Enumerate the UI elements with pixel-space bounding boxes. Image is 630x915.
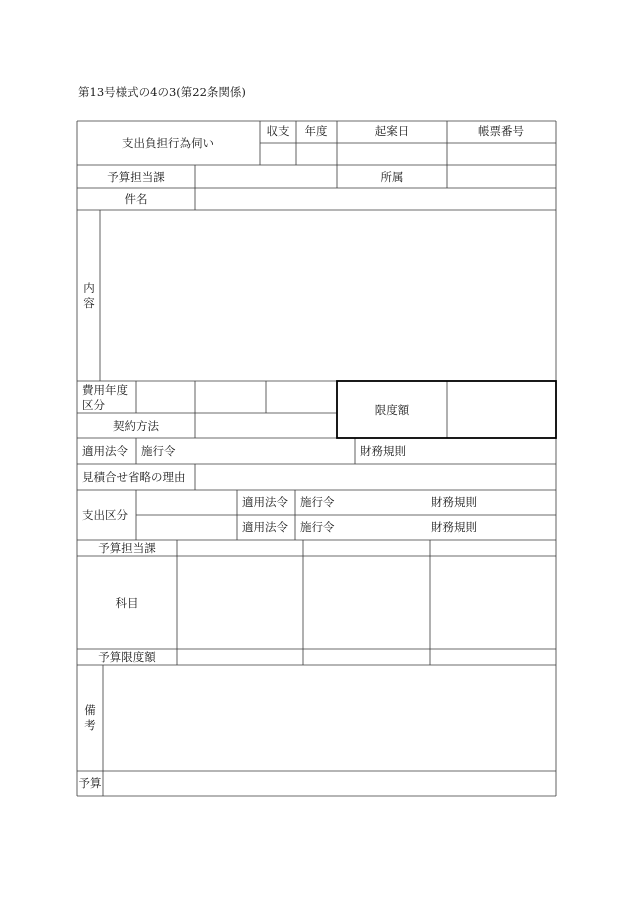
remarks-label: 備考 [84,703,96,732]
header-title: 支出負担行為伺い [122,136,214,150]
budget-label: 予算 [78,776,102,790]
content-label: 内容 [83,281,95,310]
income-expense-label: 収支 [266,124,290,138]
cost-label-line2: 区分 [82,398,105,412]
expense-category-label: 支出区分 [82,508,128,522]
enforcement-order-label: 施行令 [141,444,176,458]
financial-rules-label-1: 財務規則 [431,495,477,509]
applicable-law-label-2: 適用法令 [242,520,288,534]
estimate-omission-label: 見積合せ省略の理由 [82,470,186,484]
financial-rules-label-2: 財務規則 [431,520,477,534]
financial-rules-label: 財務規則 [360,444,406,458]
budget-section-dept-label: 予算担当課 [98,541,156,555]
applicable-law-label-1: 適用法令 [242,495,288,509]
enforcement-order-label-2: 施行令 [300,520,335,534]
contract-method-label: 契約方法 [113,419,159,433]
ledger-number-label: 帳票番号 [478,124,524,138]
fiscal-year-label: 年度 [304,124,328,138]
budget-limit-label: 予算限度額 [98,650,156,664]
enforcement-order-label-1: 施行令 [300,495,335,509]
applicable-law-label: 適用法令 [82,444,128,458]
budget-dept-label: 予算担当課 [107,170,165,184]
cost-label-line1: 費用年度 [82,383,128,397]
form-title: 第13号様式の4の3(第22条関係) [78,85,246,99]
affiliation-label: 所属 [380,170,404,184]
draft-date-label: 起案日 [374,124,410,138]
limit-label: 限度額 [374,403,410,417]
subject-label: 件名 [124,192,148,206]
budget-item-label: 科目 [115,596,139,610]
